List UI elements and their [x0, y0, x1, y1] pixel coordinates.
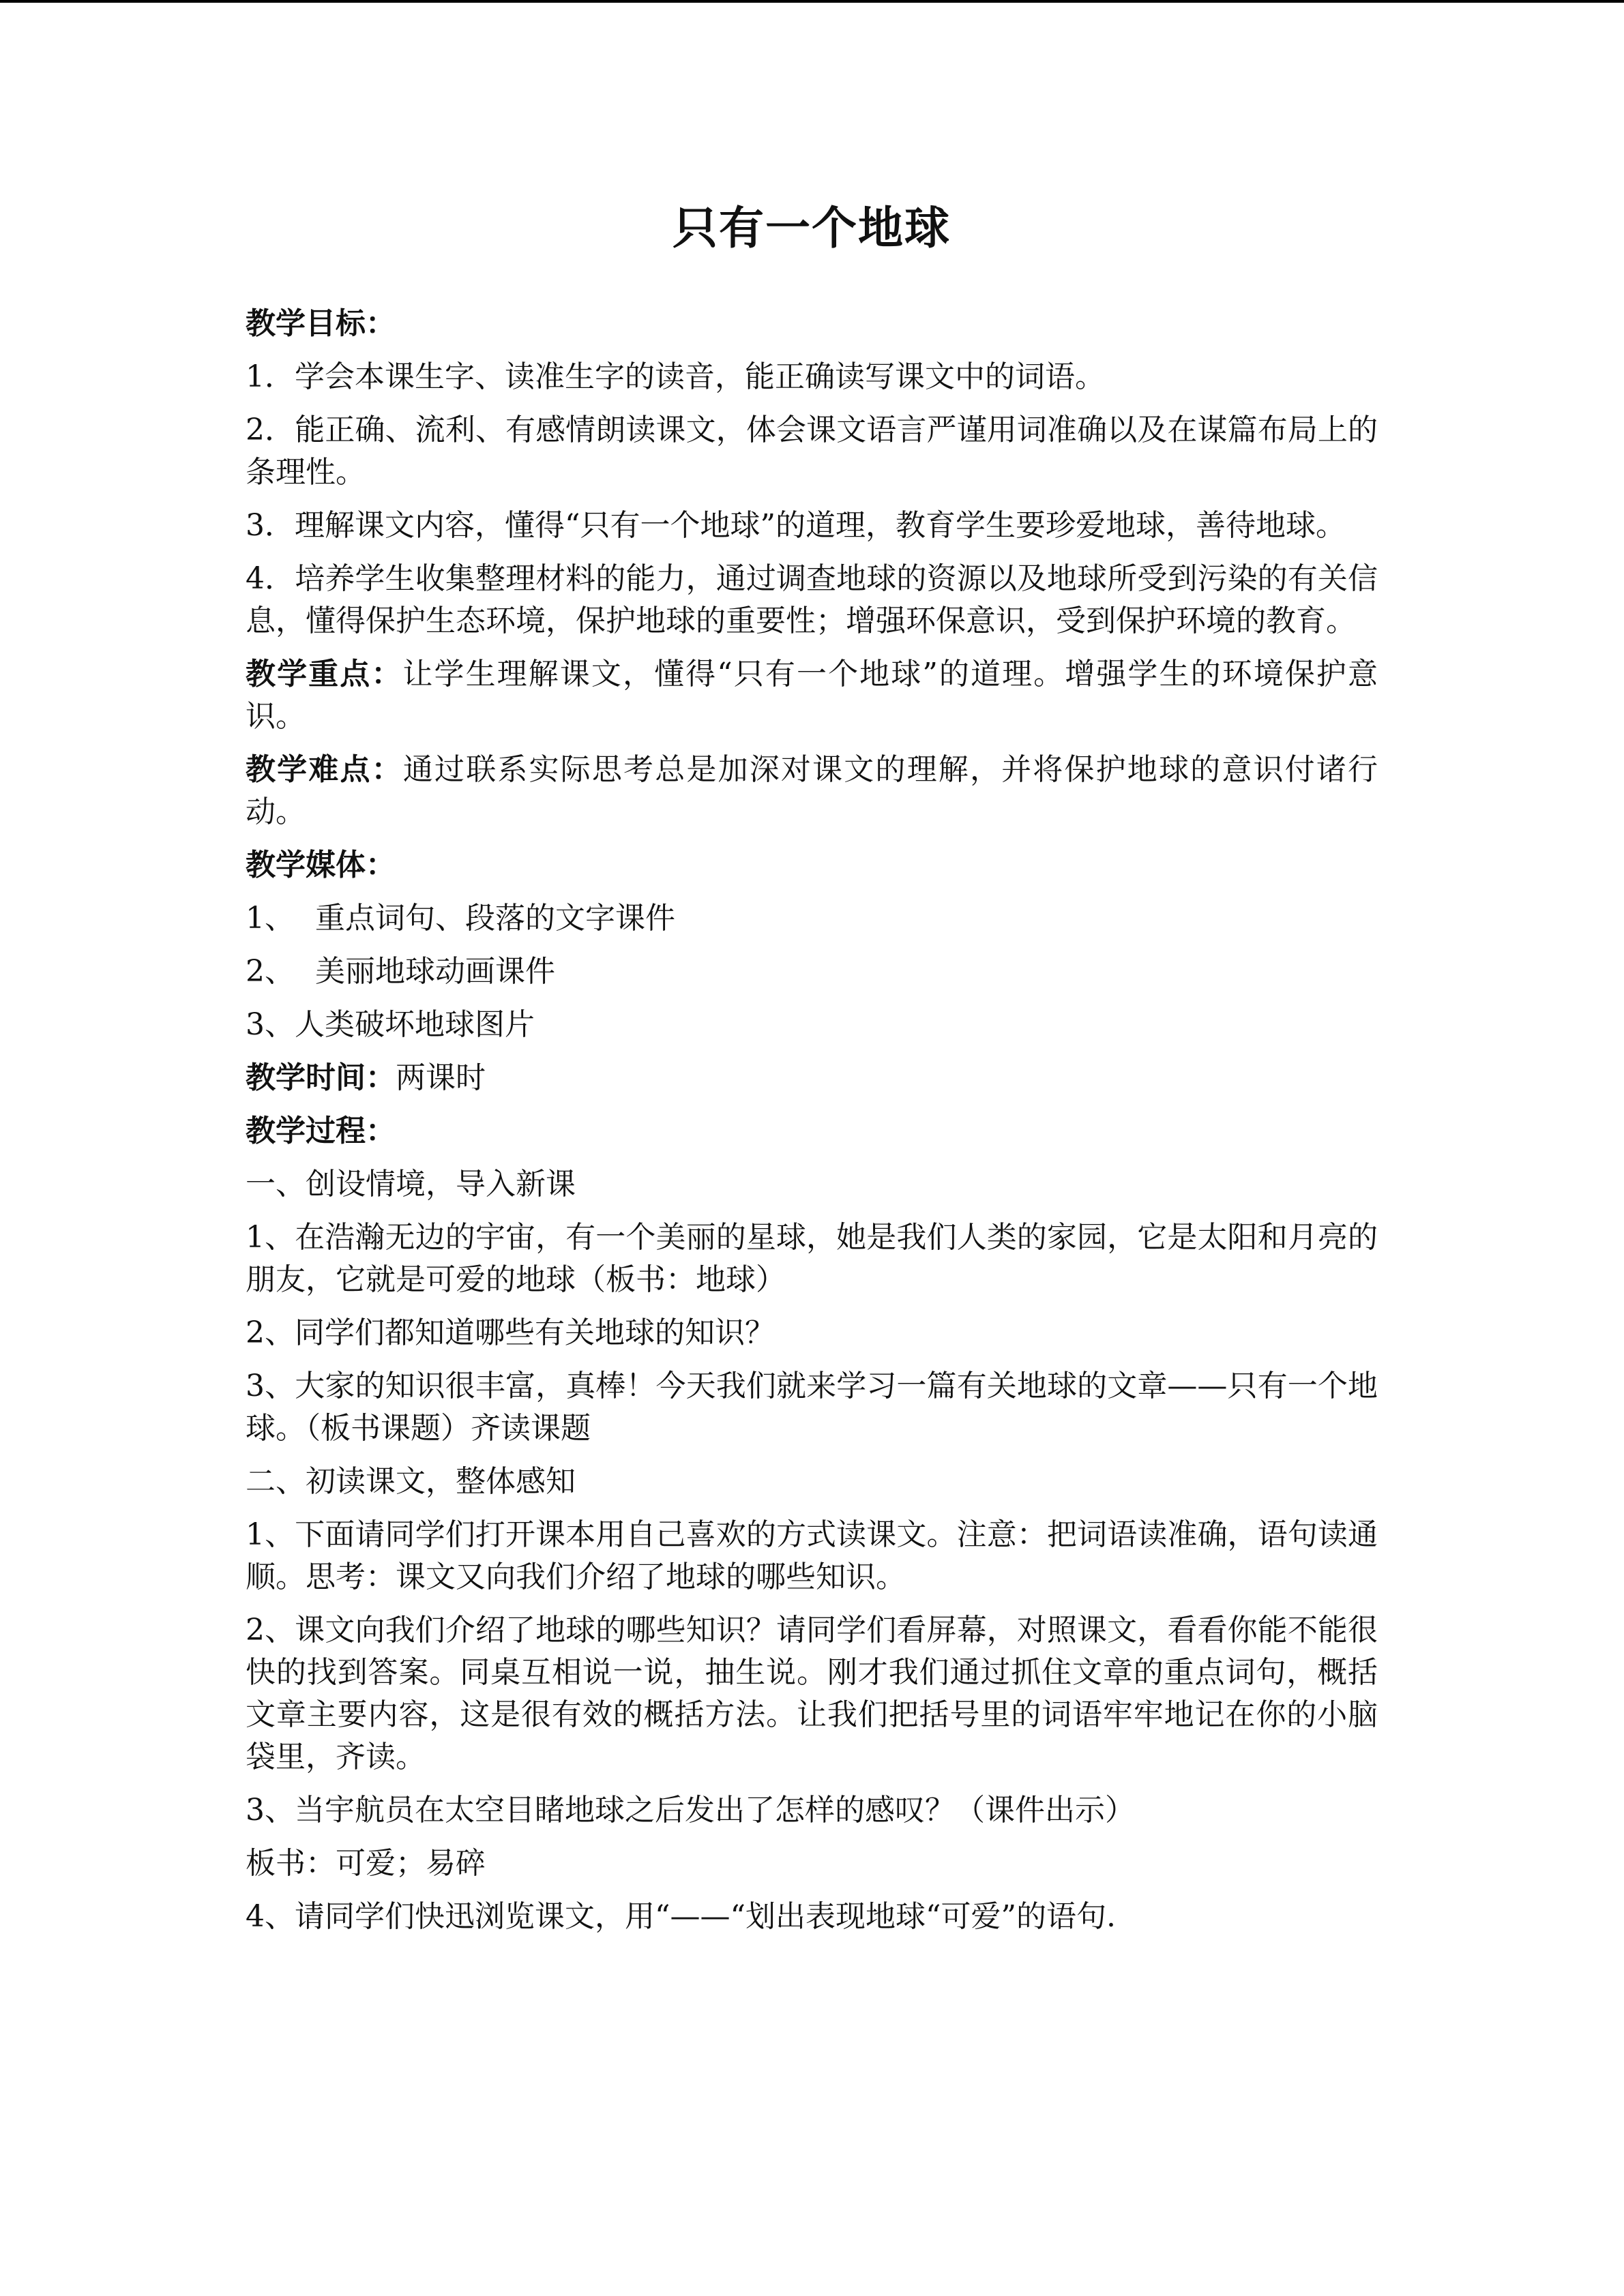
section2-item-1: 1、下面请同学们打开课本用自己喜欢的方式读课文。注意：把词语读准确，语句读通顺。思考：课文又向我们介绍了地球的哪些知识。 — [246, 1517, 1378, 1594]
key-point-label: 教学重点： — [246, 657, 403, 691]
media-item-number: 1、 — [246, 901, 295, 936]
time-label: 教学时间： — [246, 1060, 396, 1095]
section2-item-2: 2、课文向我们介绍了地球的哪些知识？请同学们看屏幕，对照课文，看看你能不能很快的找到答案。同桌互相说一说，抽生说。刚才我们通过抓住文章的重点词句，概括文章主要内容，这是很有效的概括方法。让我们把括号里的词语牢牢地记在你的小脑袋里，齐读。 — [246, 1613, 1378, 1774]
media-item-text: 重点词句、段落的文字课件 — [315, 901, 675, 936]
goal-item-1: 1．学会本课生字、读准生字的读音，能正确读写课文中的词语。 — [246, 359, 1105, 394]
media-item-1 — [246, 897, 1378, 940]
media-label: 教学媒体： — [246, 848, 396, 882]
section2-heading: 二、初读课文，整体感知 — [246, 1464, 576, 1499]
key-point-text: 让学生理解课文，懂得“只有一个地球”的道理。增强学生的环境保护意识。 — [246, 657, 1378, 734]
media-item-number: 2、 — [246, 954, 295, 989]
section2-item-4: 4、请同学们快迅浏览课文，用“——“划出表现地球“可爱”的语句. — [246, 1899, 1116, 1934]
difficulty-text: 通过联系实际思考总是加深对课文的理解，并将保护地球的意识付诸行动。 — [246, 752, 1378, 829]
document-page — [246, 184, 1378, 1949]
media-item-number: 3、 — [246, 1007, 295, 1042]
media-item-text: 美丽地球动画课件 — [315, 954, 555, 989]
difficulty-paragraph — [246, 749, 1378, 833]
section1-item-3: 3、大家的知识很丰富，真棒！今天我们就来学习一篇有关地球的文章——只有一个地球。（板书课题）齐读课题 — [246, 1369, 1378, 1446]
media-item-2 — [246, 951, 1378, 993]
section2-item-3: 3、当宇航员在太空目睹地球之后发出了怎样的感叹？（课件出示） — [246, 1793, 1135, 1828]
media-item-text: 人类破坏地球图片 — [295, 1007, 535, 1042]
goal-item-3: 3．理解课文内容，懂得“只有一个地球”的道理，教育学生要珍爱地球，善待地球。 — [246, 508, 1346, 543]
section1-heading: 一、创设情境，导入新课 — [246, 1167, 576, 1202]
process-label: 教学过程： — [246, 1114, 396, 1148]
section1-item-1: 1、在浩瀚无边的宇宙，有一个美丽的星球，她是我们人类的家园，它是太阳和月亮的朋友，它就是可爱的地球（板书：地球） — [246, 1220, 1378, 1297]
key-point-paragraph — [246, 653, 1378, 738]
section1-item-2: 2、同学们都知道哪些有关地球的知识？ — [246, 1315, 775, 1350]
difficulty-label: 教学难点： — [246, 752, 403, 787]
time-paragraph — [246, 1057, 1378, 1099]
goal-item-2: 2．能正确、流利、有感情朗读课文，体会课文语言严谨用词准确以及在谋篇布局上的条理性。 — [246, 413, 1378, 490]
time-text: 两课时 — [396, 1060, 486, 1095]
goal-item-4: 4．培养学生收集整理材料的能力，通过调查地球的资源以及地球所受到污染的有关信息，懂得保护生态环境，保护地球的重要性；增强环保意识，受到保护环境的教育。 — [246, 561, 1378, 638]
page-top-border — [0, 0, 1624, 3]
goals-label: 教学目标： — [246, 306, 396, 341]
section2-board-note: 板书：可爱；易碎 — [246, 1846, 486, 1881]
media-item-3 — [246, 1004, 1378, 1046]
document-title: 只有一个地球 — [673, 202, 951, 254]
